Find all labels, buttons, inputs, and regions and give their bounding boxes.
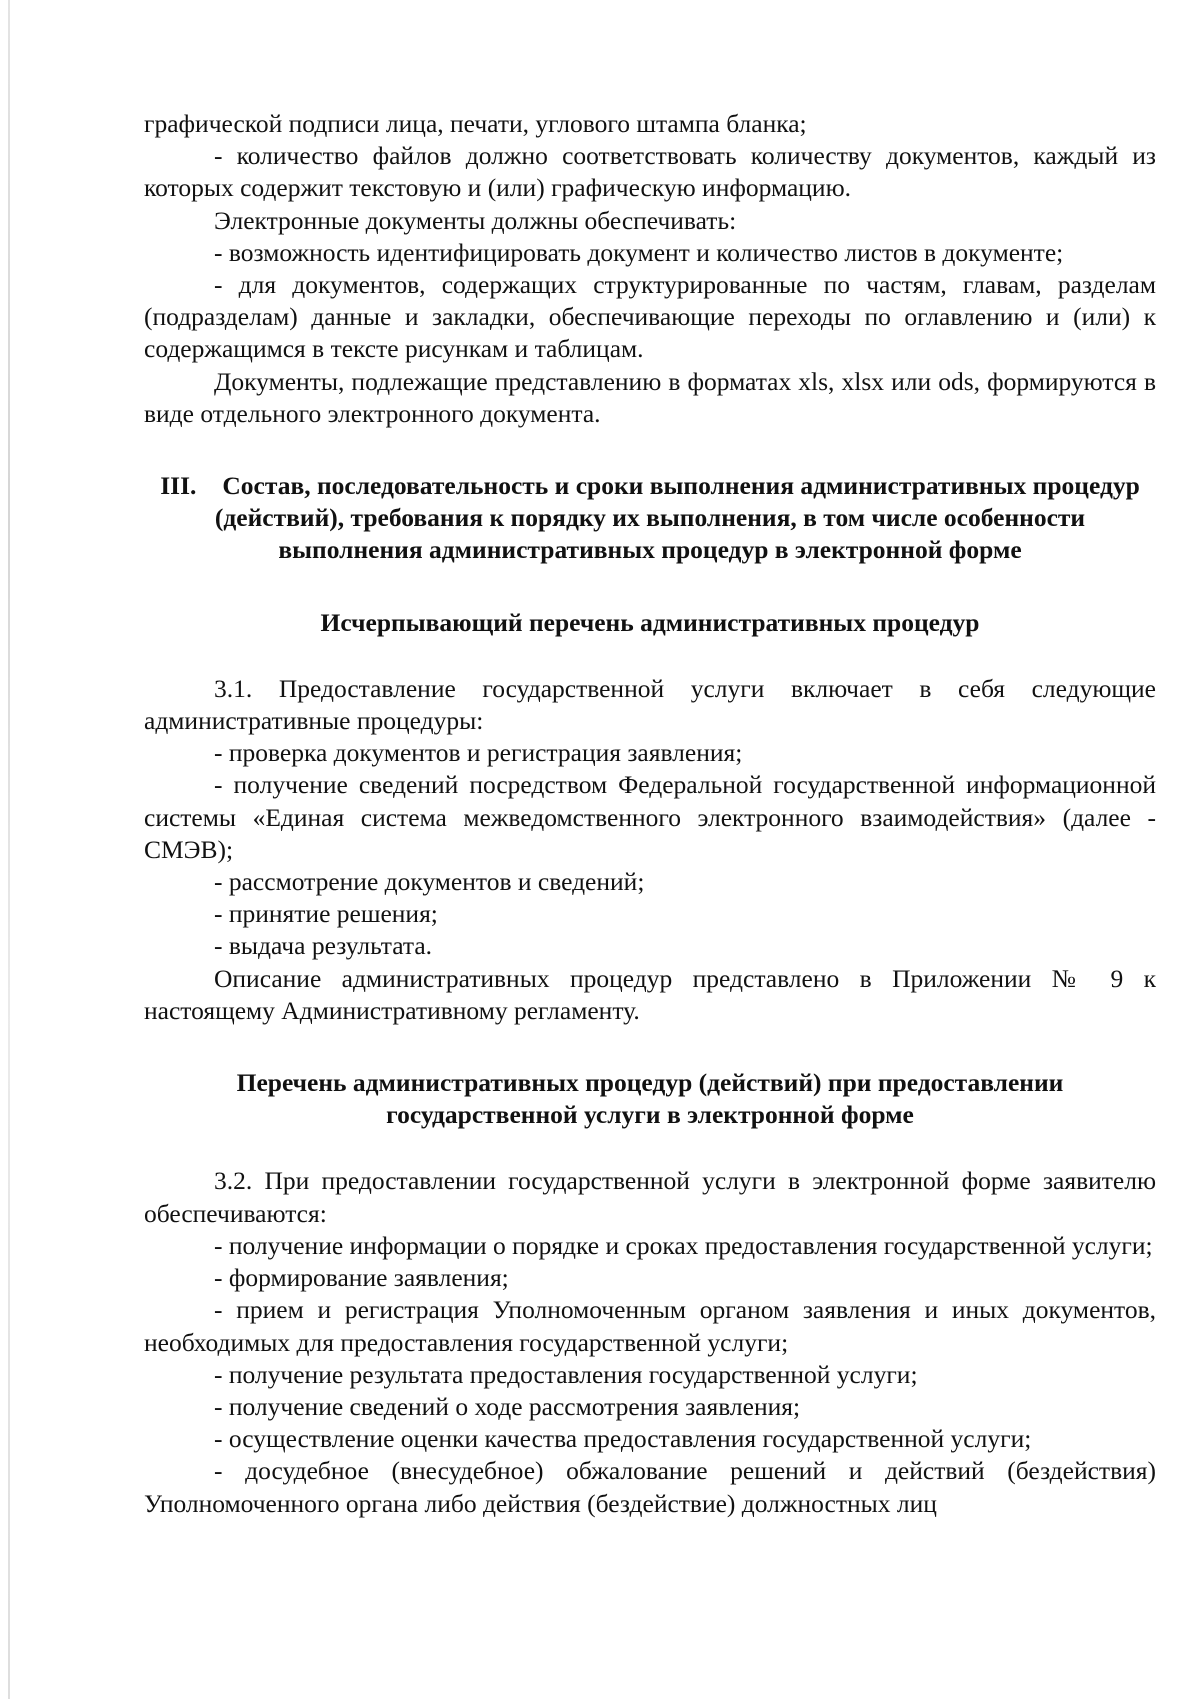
section-number: III. <box>160 471 197 501</box>
list-item: - досудебное (внесудебное) обжалование решений и действий (бездействия) Уполномоченного органа либо действия (бездействие) должностных лиц <box>144 1456 1156 1518</box>
list-item: - рассмотрение документов и сведений; <box>214 867 645 897</box>
paragraph: 3.1. Предоставление государственной услуги включает в себя следующие административные процедуры: <box>144 673 1156 736</box>
paragraph: Описание административных процедур представлено в Приложении № 9 к настоящему Административному регламенту. <box>144 963 1156 1025</box>
document-body <box>144 108 1156 1520</box>
list-item: - для документов, содержащих структурированные по частям, главам, разделам (подразделам) данные и закладки, обеспечивающие переходы по оглавлению и (или) к содержащимся в тексте рисункам и таблицам. <box>144 270 1156 364</box>
section-heading <box>144 470 1156 567</box>
paragraph: Электронные документы должны обеспечивать: <box>214 205 737 235</box>
list-item: - возможность идентифицировать документ и количество листов в документе; <box>214 237 1064 267</box>
paragraph: графической подписи лица, печати, углового штампа бланка; <box>144 109 807 138</box>
list-item: - проверка документов и регистрация заявления; <box>214 738 743 768</box>
list-item: - выдача результата. <box>214 931 433 961</box>
paragraph: Документы, подлежащие представлению в форматах xls, xlsx или ods, формируются в виде отдельного электронного документа. <box>144 366 1156 428</box>
list-item: - количество файлов должно соответствовать количеству документов, каждый из которых содержит текстовую и (или) графическую информацию. <box>144 141 1156 203</box>
list-item: - получение информации о порядке и сроках предоставления государственной услуги; <box>214 1230 1153 1260</box>
list-item: - получение сведений о ходе рассмотрения заявления; <box>214 1391 801 1421</box>
list-item: - формирование заявления; <box>214 1263 509 1293</box>
scan-edge-shadow <box>8 0 10 1699</box>
list-item: - получение сведений посредством Федеральной государственной информационной системы «Единая система межведомственного электронного взаимодействия» (далее - СМЭВ); <box>144 770 1156 864</box>
section-title: Состав, последовательность и сроки выполнения административных процедур (действий), требования к порядку их выполнения, в том числе особенности выполнения административных процедур в электронной форме <box>214 471 1140 565</box>
list-item: - прием и регистрация Уполномоченным органом заявления и иных документов, необходимых для предоставления государственной услуги; <box>144 1295 1156 1357</box>
list-item: - получение результата предоставления государственной услуги; <box>214 1359 918 1389</box>
subheading-electronic-procedures: Перечень административных процедур (действий) при предоставлении государственной услуги в электронной форме <box>236 1068 1064 1130</box>
paragraph: 3.2. При предоставлении государственной услуги в электронной форме заявителю обеспечиваются: <box>144 1166 1156 1228</box>
subheading-exhaustive-list: Исчерпывающий перечень административных процедур <box>320 607 980 637</box>
list-item: - осуществление оценки качества предоставления государственной услуги; <box>214 1424 1032 1454</box>
list-item: - принятие решения; <box>214 899 438 929</box>
